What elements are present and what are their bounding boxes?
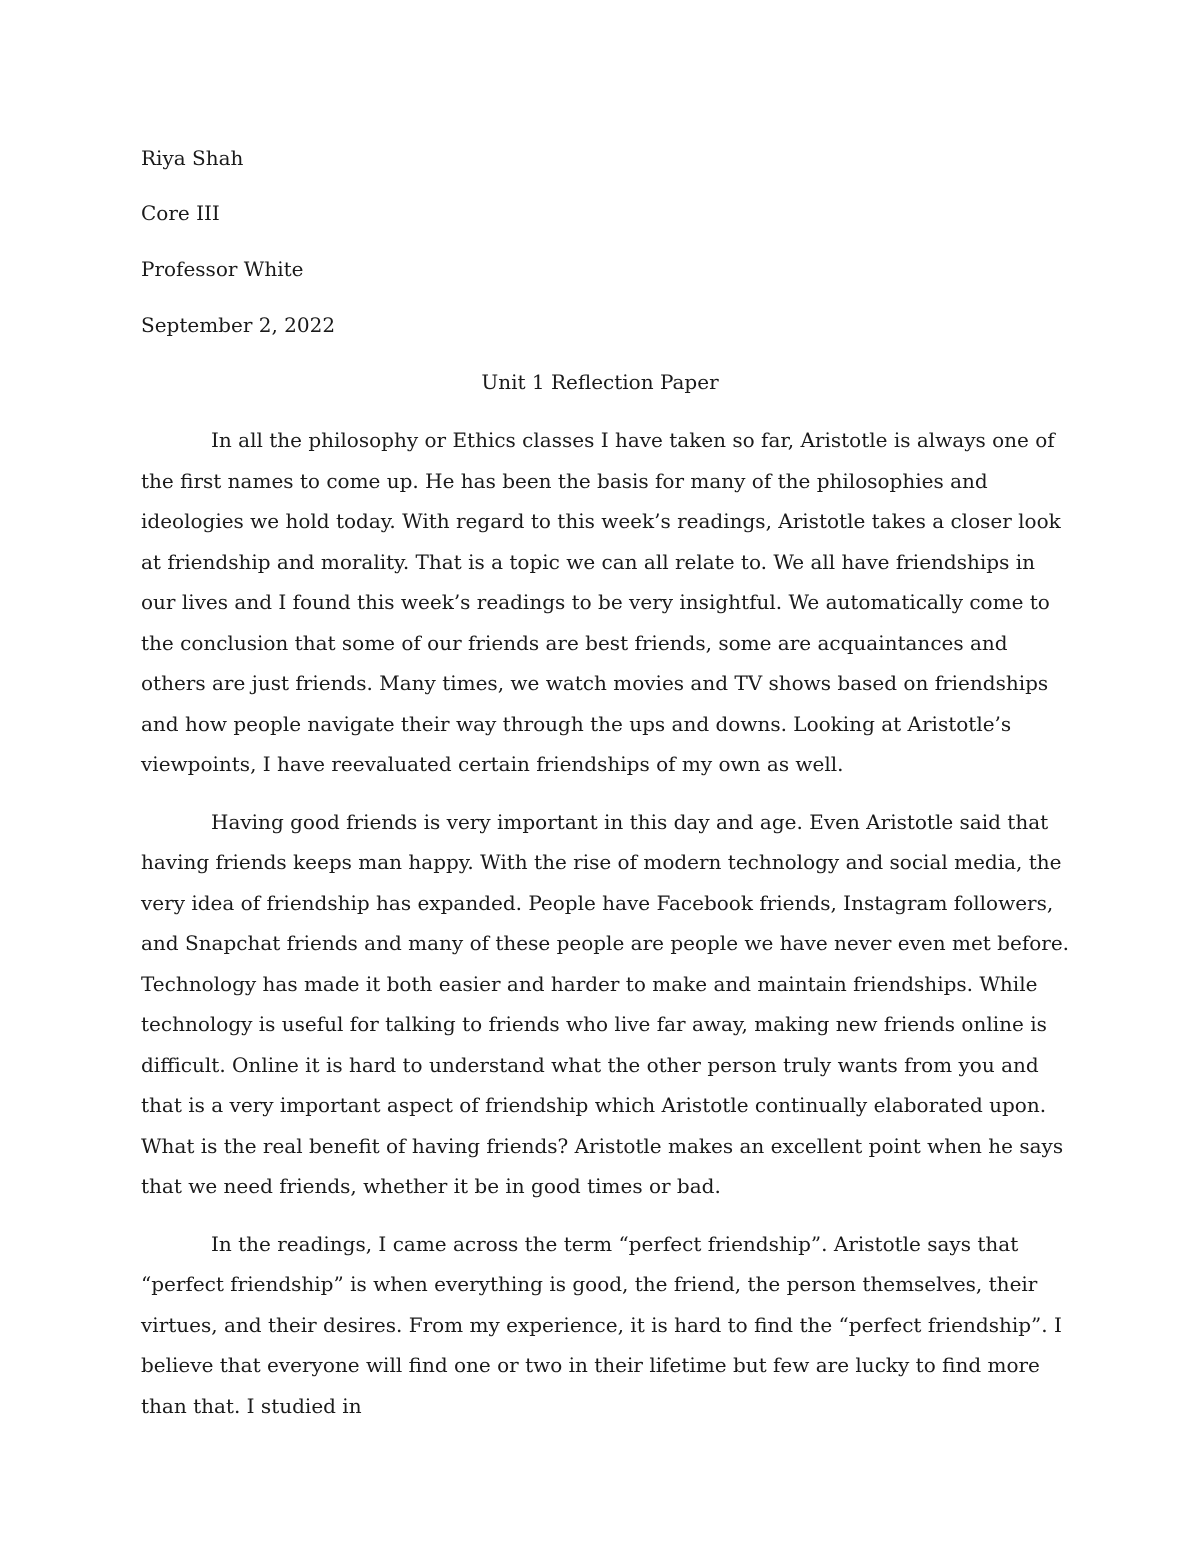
paper-body <box>141 420 1071 1443</box>
course-name: Core III <box>141 201 220 225</box>
paper-date: September 2, 2022 <box>141 313 336 337</box>
author-name: Riya Shah <box>141 146 244 170</box>
paragraph-1: In all the philosophy or Ethics classes I have taken so far, Aristotle is always one of the first names to come up. He has been the basis for many of the philosophies and ideologies we hold today. With regard to this week’s readings, Aristotle takes a closer look at friendship and morality. That is a topic we can all relate to. We all have friendships in our lives and I found this week’s readings to be very insightful. We automatically come to the conclusion that some of our friends are best friends, some are acquaintances and others are just friends. Many times, we watch movies and TV shows based on friendships and how people navigate their way through the ups and downs. Looking at Aristotle’s viewpoints, I have reevaluated certain friendships of my own as well. <box>141 428 1061 776</box>
paper-title: Unit 1 Reflection Paper <box>481 370 719 394</box>
professor-name: Professor White <box>141 257 304 281</box>
paragraph-3: In the readings, I came across the term “perfect friendship”. Aristotle says that “perfect friendship” is when everything is good, the friend, the person themselves, their virtues, and their desires. From my experience, it is hard to find the “perfect friendship”. I believe that everyone will find one or two in their lifetime but few are lucky to find more than that. I studied in <box>141 1231 1062 1418</box>
paragraph-2: Having good friends is very important in this day and age. Even Aristotle said that having friends keeps man happy. With the rise of modern technology and social media, the very idea of friendship has expanded. People have Facebook friends, Instagram followers, and Snapchat friends and many of these people are people we have never even met before. Technology has made it both easier and harder to make and maintain friendships. While technology is useful for talking to friends who live far away, making new friends online is difficult. Online it is hard to understand what the other person truly wants from you and that is a very important aspect of friendship which Aristotle continually elaborated upon. What is the real benefit of having friends? Aristotle makes an excellent point when he says that we need friends, whether it be in good times or bad. <box>141 809 1070 1198</box>
